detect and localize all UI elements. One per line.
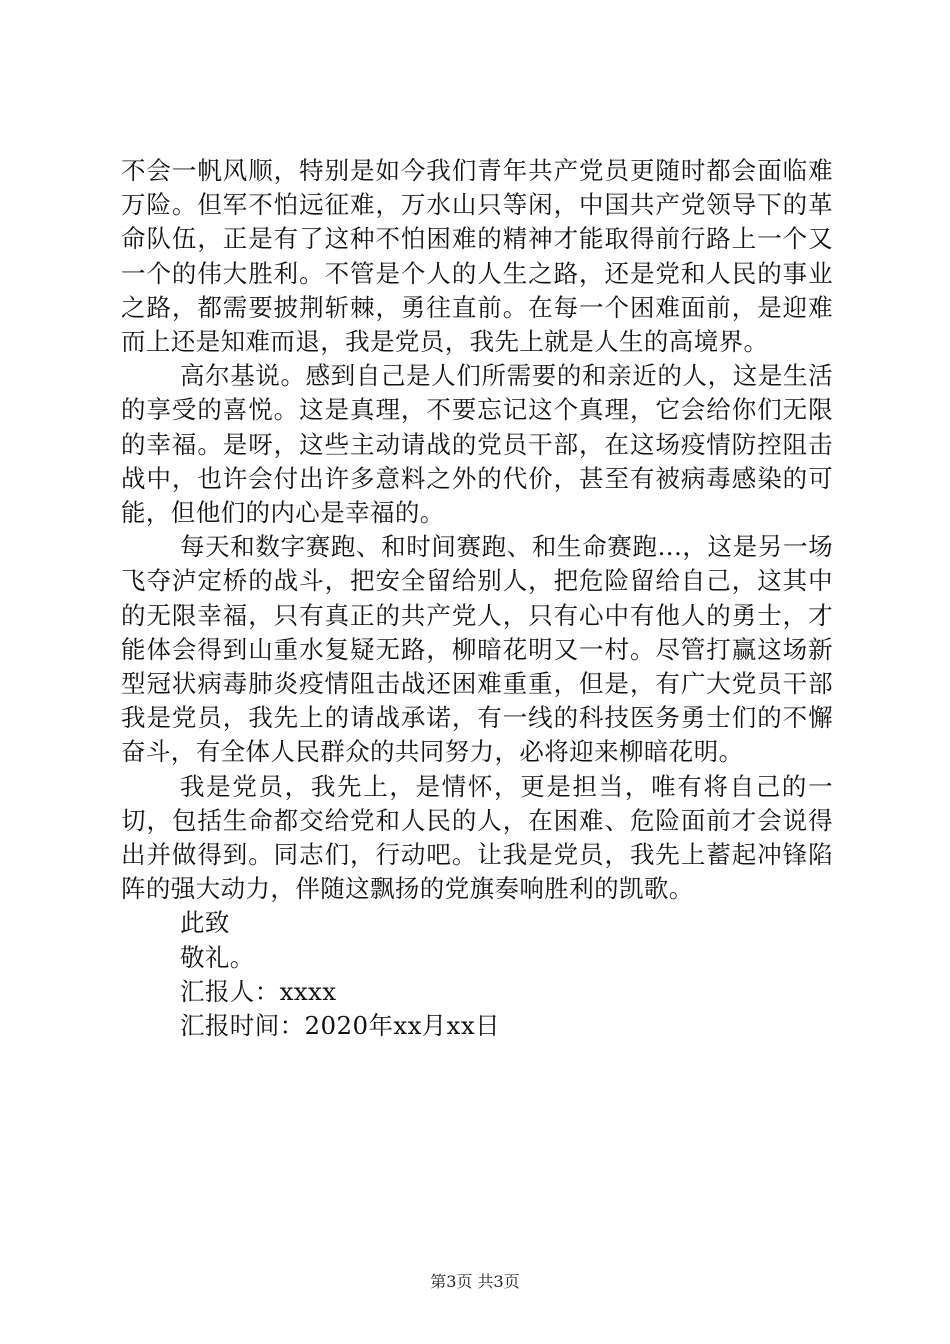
- report-time-line: 汇报时间：2020年xx月xx日: [180, 1011, 501, 1041]
- paragraph-gorky-quote: 高尔基说。感到自己是人们所需要的和亲近的人，这是生活的享受的喜悦。这是真理，不要忘记这个真理，它会给你们无限的幸福。是呀，这些主动请战的党员干部，在这场疫情防控阻击战中，也许会付出许多意料之外的代价，甚至有被病毒感染的可能，但他们的内心是幸福的。: [121, 361, 833, 528]
- salutation-line-1: 此致: [180, 908, 230, 938]
- reporter-line: 汇报人：xxxx: [180, 976, 337, 1006]
- paragraph-conclusion: 我是党员，我先上，是情怀，更是担当，唯有将自己的一切，包括生命都交给党和人民的人，在困难、危险面前才会说得出并做得到。同志们，行动吧。让我是党员，我先上蓄起冲锋陷阵的强大动力，伴随这飘扬的党旗奏响胜利的凯歌。: [121, 771, 833, 904]
- document-body: [121, 154, 833, 1043]
- salutation-line-2: 敬礼。: [180, 942, 255, 972]
- paragraph-race-against-time: 每天和数字赛跑、和时间赛跑、和生命赛跑...，这是另一场飞夺泸定桥的战斗，把安全留给别人，把危险留给自己，这其中的无限幸福，只有真正的共产党人，只有心中有他人的勇士，才能体会得到山重水复疑无路，柳暗花明又一村。尽管打赢这场新型冠状病毒肺炎疫情阻击战还困难重重，但是，有广大党员干部我是党员，我先上的请战承诺，有一线的科技医务勇士们的不懈奋斗，有全体人民群众的共同努力，必将迎来柳暗花明。: [121, 532, 833, 767]
- page-number-footer: 第3页 共3页: [430, 1272, 520, 1291]
- paragraph-continuation: 不会一帆风顺，特别是如今我们青年共产党员更随时都会面临难万险。但军不怕远征难，万水山只等闲，中国共产党领导下的革命队伍，正是有了这种不怕困难的精神才能取得前行路上一个又一个的伟大胜利。不管是个人的人生之路，还是党和人民的事业之路，都需要披荆斩棘，勇往直前。在每一个困难面前，是迎难而上还是知难而退，我是党员，我先上就是人生的高境界。: [121, 156, 833, 357]
